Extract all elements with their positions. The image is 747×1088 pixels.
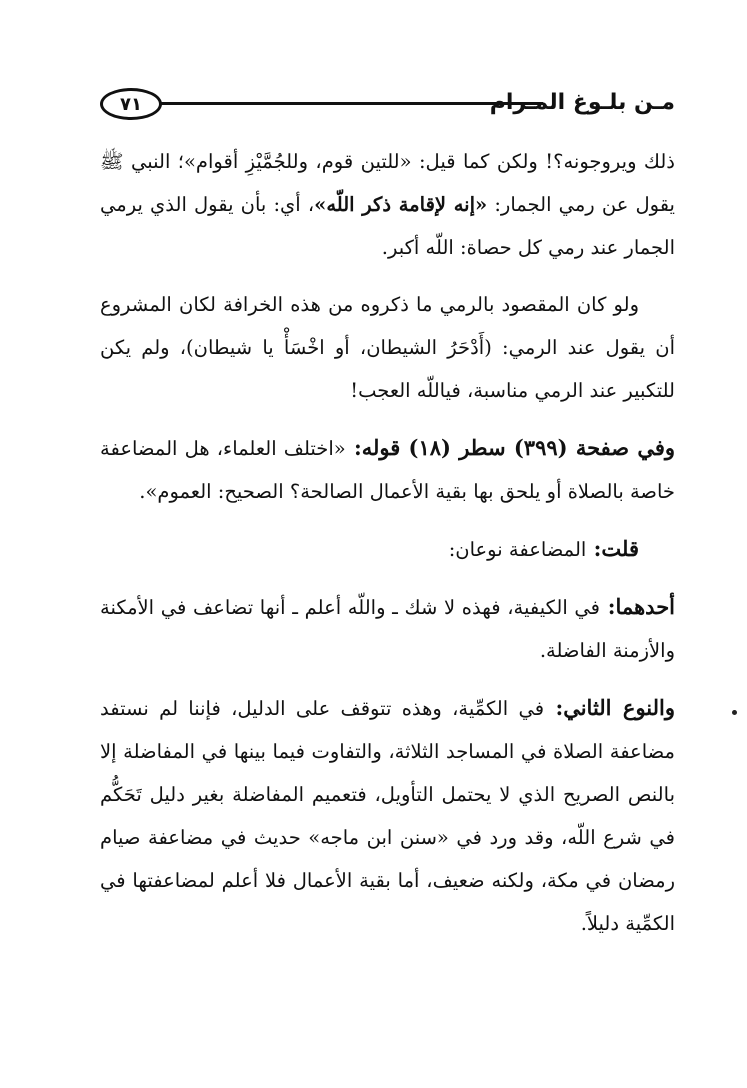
paragraph-1 xyxy=(100,140,675,269)
paragraph-3 xyxy=(100,426,675,513)
text-segment: ولو كان المقصود بالرمي ما ذكروه من هذه الخرافة لكان المشروع أن يقول عند الرمي: (أَدْحَرُ الشيطان، أو اخْسَأْ يا شيطان)، ولم يكن للتكبير عند الرمي مناسبة، فياللّه العجب! xyxy=(100,293,675,402)
text-segment: المضاعفة نوعان: xyxy=(448,538,587,561)
page-number: ٧١ xyxy=(100,88,162,120)
text-segment: في الكيفية، فهذه لا شك ـ واللّه أعلم ـ أنها تضاعف في الأمكنة والأزمنة الفاضلة. xyxy=(100,596,675,662)
body-text xyxy=(100,140,675,959)
paragraph-2 xyxy=(100,283,675,412)
lead-in: قلت: xyxy=(586,536,639,561)
quote-segment: «إنه لإقامة ذكر اللّه» xyxy=(314,193,488,216)
text-segment: ، أي: بأن يقول الذي يرمي الجمار عند رمي كل حصاة: اللّه أكبر. xyxy=(100,193,675,259)
paragraph-5 xyxy=(100,585,675,672)
book-title: مـن بلـوغ المـرام xyxy=(489,90,675,115)
lead-in: والنوع الثاني: xyxy=(544,695,676,720)
paragraph-6 xyxy=(100,686,675,945)
text-segment: في الكمِّية، وهذه تتوقف على الدليل، فإننا لم نستفد مضاعفة الصلاة في المساجد الثلاثة، والتفاوت فيما بينها في المفاضلة إلا بالنص الصريح الذي لا يحتمل التأويل، فتعميم المفاضلة بغير دليل تَحَكُّم في شرع اللّه، وقد ورد في «سنن ابن ماجه» حديث في مضاعفة صيام رمضان في مكة، ولكنه ضعيف، أما بقية الأعمال فلا أعلم لمضاعفتها في الكمِّية دليلاً. xyxy=(100,697,675,935)
lead-in: وفي صفحة (٣٩٩) سطر (١٨) قوله: xyxy=(345,435,676,460)
text-segment: «اختلف العلماء، هل المضاعفة خاصة بالصلاة أو يلحق بها بقية الأعمال الصالحة؟ الصحيح: العموم». xyxy=(100,437,675,503)
header-rule xyxy=(160,102,543,105)
paragraph-4 xyxy=(100,527,675,571)
text-segment: ذلك ويروجونه؟! ولكن كما قيل: «للتين قوم، وللجُمَّيْزِ أقوام»؛ النبي ﷺ يقول عن رمي الجمار: xyxy=(100,150,675,216)
page-header xyxy=(100,86,675,126)
lead-in: أحدهما: xyxy=(600,594,676,619)
margin-dot xyxy=(732,710,737,715)
